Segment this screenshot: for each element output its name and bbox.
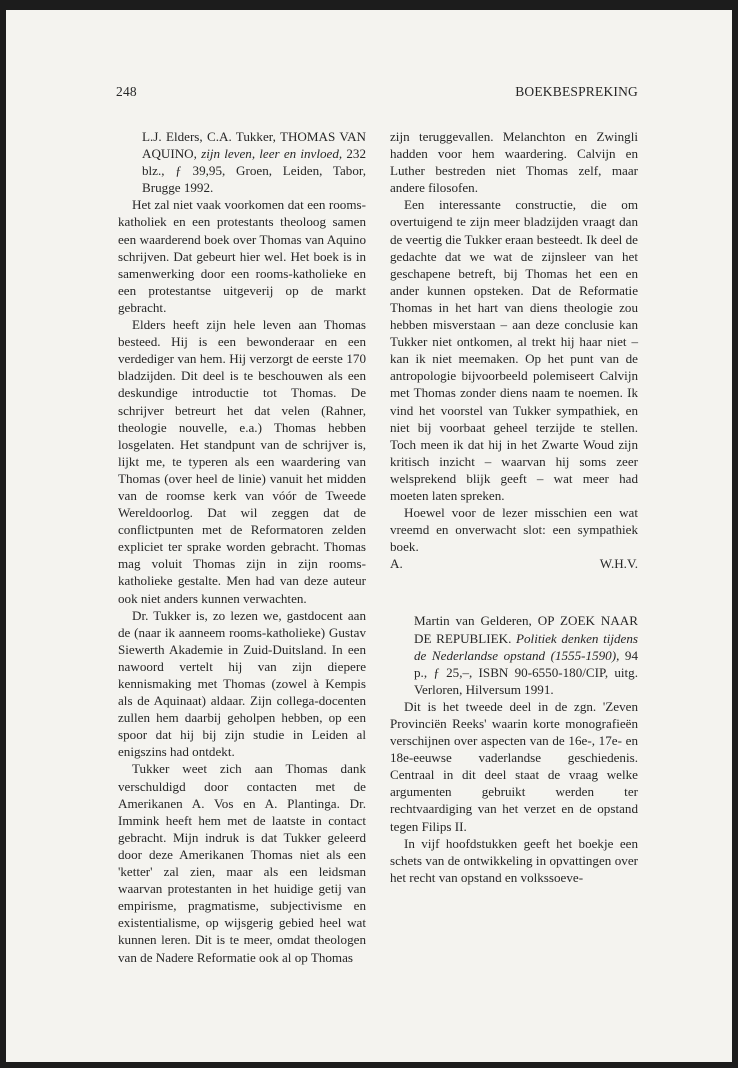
page-header (116, 84, 638, 104)
review1-paragraph-4-text: Tukker weet zich aan Thomas dank verschuldigd door contacten met de Amerikanen A. Vos en A. Plantinga. Dr. Immink heeft hem met de laatste in contact gebracht. Mijn indruk is dat Tukker geleerd door deze Amerikanen Thomas niet als een 'ketter' zal zien, maar als een leidsman waarvan protestanten in het huidige getij van empirisme, pragmatisme, subjectivisme en existentialisme, op wijsgerig gebied heel wat kunnen leren. Dit is te meer, omdat theologen van de Nadere Reformatie ook al op Thomas (118, 761, 366, 965)
review1-paragraph-4 (118, 760, 366, 965)
review1-paragraph-1: Het zal niet vaak voorkomen dat een rooms-katholiek en een protestants theoloog samen een waarderend boek over Thomas van Aquino schrijven. Dat gebeurt hier wel. Het boek is in samenwerking door een rooms-katholieke en een protestantse uitgeverij op de markt gebracht. (118, 197, 366, 315)
review2-ref-details: 94 p., ƒ 25,–, ISBN 90-6550-180/CIP, uitg. Verloren, Hilversum 1991. (414, 647, 638, 697)
section-gap (390, 572, 638, 612)
review1-ref-title: zijn leven, leer en invloed, (201, 146, 343, 162)
review1-signature (390, 555, 638, 572)
review2-reference (390, 612, 638, 697)
running-head: BOEKBESPREKING (515, 84, 638, 99)
right-column (390, 128, 638, 886)
review1-paragraph-6: Hoewel voor de lezer misschien een wat vreemd en onverwacht slot: een sympathiek boek. (390, 505, 638, 555)
review1-paragraph-2: Elders heeft zijn hele leven aan Thomas besteed. Hij is een bewonderaar en een verdediger van hem. Hij verzorgt de eerste 170 bladzijden. Dit deel is te beschouwen als een deskundige introductie tot Thomas. De schrijver betreurt het dat velen (Rahner, theologie nouvelle, e.a.) Thomas hebben losgelaten. Het standpunt van de schrijver is, lijkt me, te typeren als een waardering van Thomas (over heel de linie) vanuit het midden van de roomse kerk van vóór de Tweede Wereldoorlog. Dat wil zeggen dat de conflictpunten met de Reformatoren zelden expliciet ter sprake worden gebracht. Thomas mag voluit Thomas zijn in zijn rooms-katholieke gestalte. Men had van deze auteur ook niet anders kunnen verwachten. (118, 317, 366, 606)
review1-ref-authors: L.J. Elders, C.A. Tukker, THOMAS VAN AQUINO, (142, 129, 366, 162)
signature-initial: A. (390, 556, 403, 572)
left-column (118, 128, 366, 966)
review1-paragraph-4-continued: zijn teruggevallen. Melanchton en Zwingli hadden voor hem waardering. Calvijn en Luther bestreden niet Thomas zelf, maar andere filosofen. (390, 129, 638, 196)
review1-paragraph-5: Een interessante constructie, die om overtuigend te zijn meer bladzijden vraagt dan de veertig die Tukker eraan besteedt. Ik deel de gedachte dat we wat de zijnsleer van het geschapene betreft, bij Thomas het een en ander kunnen opsteken. Dat de Reformatie Thomas in het hart van diens theologie zou hebben misverstaan – aan deze conclusie kan Tukker niet ontkomen, al trekt hij haar niet – kan ik niet meemaken. Op het punt van de antropologie bijvoorbeeld polemiseert Calvijn met Thomas zonder diens naam te noemen. Ik vind het voorstel van Tukker sympathiek, en niet bij voorbaat geheel terzijde te stellen. Toch meen ik dat hij in het Zwarte Woud zijn kritisch inzicht – waarvan hij soms zeer welsprekend blijk geeft – wat meer had moeten laten spreken. (390, 197, 638, 503)
journal-page (6, 10, 732, 1062)
review2-paragraph-1: Dit is het tweede deel in de zgn. 'Zeven Provinciën Reeks' waarin korte monografieën verschijnen over aspecten van de 16e-, 17e- en 18e-eeuwse vaderlandse geschiedenis. Centraal in dit deel staat de vraag welke argumenten gebruikt werden ter rechtvaardiging van het verzet en de opstand tegen Filips II. (390, 698, 638, 834)
review2-ref-authors: Martin van Gelderen, OP ZOEK NAAR DE REPUBLIEK. (414, 613, 638, 646)
page-number: 248 (116, 84, 137, 99)
review1-ref-details: 232 blz., ƒ 39,95, Groen, Leiden, Tabor, Brugge 1992. (142, 146, 366, 196)
review2-paragraph-2: In vijf hoofdstukken geeft het boekje een schets van de ontwikkeling in opvattingen over het recht van opstand en volkssoeve- (390, 835, 638, 885)
signature-reviewer: W.H.V. (599, 556, 638, 572)
review1-reference (118, 128, 366, 196)
review1-paragraph-3: Dr. Tukker is, zo lezen we, gastdocent aan de (naar ik aanneem rooms-katholieke) Gustav Siewerth Akademie in Zuid-Duitsland. In een nawoord vertelt hij van zijn diepere kennismaking met Thomas (zowel à Kempis als de Aquinaat) aldaar. Zijn collega-docenten zullen hem daarbij geholpen hebben, op een spoor dat hij bij zijn studie in Leiden al enigszins had ontdekt. (118, 607, 366, 760)
review2-ref-title: Politiek denken tijdens de Nederlandse opstand (1555-1590), (414, 630, 638, 663)
